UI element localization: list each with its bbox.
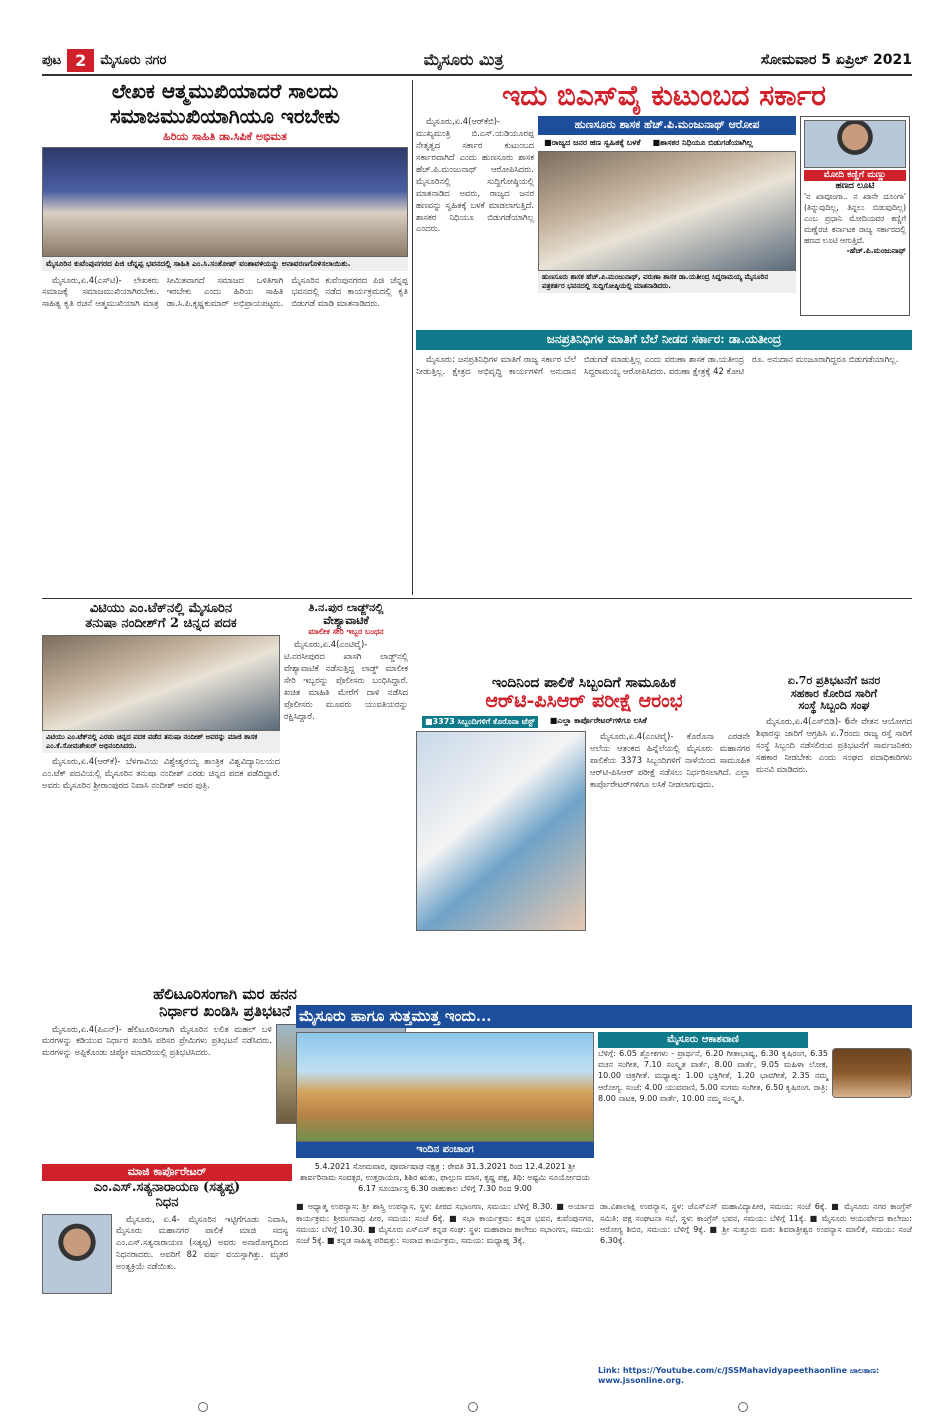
story2-body (416, 116, 534, 316)
story6-strip2: ■ಎಲ್ಲಾ ಕಾರ್ಪೊರೇಟರ್‌ಗಳಿಗೂ ಲಸಿಕೆ (549, 715, 647, 725)
story9-headline-line2: ನಿಧನ (155, 1194, 179, 1210)
story9-headline-line1: ಎಂ.ಎಸ್.ಸತ್ಯನಾರಾಯಣ (ಸತ್ಯಪ್ಪ) (93, 1179, 241, 1195)
story6-body-text: ಮೈಸೂರು,ಏ.4(ಎಂಟಿವೈ)- ಕೊರೊನಾ ಎರಡನೇ ಅಲೆಯ ಆತಂಕದ ಹಿನ್ನೆಲೆಯಲ್ಲಿ ಮೈಸೂರು ಮಹಾನಗರ ಪಾಲಿಕೆಯ 3373 ಸಿಬ್ಬಂದಿಗಳಿಗೆ ನಾಳೆಯಿಂದ ಸಾಮೂಹಿಕ ಆರ್‌ಟಿ-ಪಿಸಿಆರ್ ಪರೀಕ್ಷೆ ನಡೆಸಲು ನಿರ್ಧರಿಸಲಾಗಿದೆ. ಎಲ್ಲಾ ಕಾರ್ಪೊರೇಟರ್‌ಗಳಿಗೂ ಲಸಿಕೆ ನೀಡಲಾಗುವುದು. (590, 730, 750, 789)
story1-headline-line2: ಸಮಾಜಮುಖಿಯಾಗಿಯೂ ಇರಬೇಕು (109, 104, 340, 128)
story9-body-text: ಮೈಸೂರು, ಏ.4- ಮೈಸೂರಿನ ಇಟ್ಟಿಗೆಗೂಡು ನಿವಾಸಿ, ಮೈಸೂರು ಮಹಾನಗರ ಪಾಲಿಕೆ ಮಾಜಿ ಸದಸ್ಯ ಎಂ.ಎಸ್.ಸತ್ಯನಾರಾಯಣ (ಸತ್ಯಪ್ಪ) ಅವರು ಅನಾರೋಗ್ಯದಿಂದ ನಿಧನರಾದರು. ಅವರಿಗೆ 82 ವರ್ಷ ವಯಸ್ಸಾಗಿತ್ತು. ಮೃತರ ಅಂತ್ಯಕ್ರಿಯೆ ನಡೆಯಿತು. (116, 1213, 288, 1272)
story-lodge (284, 602, 408, 982)
story1-caption: ಮೈಸೂರಿನ ಕುವೆಂಪುನಗರದ ಪಿಜಿ ಚೆನ್ನಪ್ಪ ಭವನದಲ್ಲಿ ಸಾಹಿತಿ ಎಂ.ಸಿ.ಸಂತೋಷ್ ವಂಶಾವಳಿಯನ್ನು ಅನಾವರಣಗೊಳಿಸಲಾಯಿತು. (42, 257, 408, 271)
story9-label: ಮಾಜಿ ಕಾರ್ಪೊರೇಟರ್ (42, 1164, 292, 1181)
panchanga-body: 5.4.2021 ಸೋಮವಾರ, ಪೂರ್ವಾಷಾಢ ನಕ್ಷತ್ರ : ರೇವತಿ 31.3.2021 ರಿಂದ 12.4.2021 ಶ್ರೀ ಶಾರ್ವರಿನಾಮ ಸಂವತ್ಸರ, ಉತ್ತರಾಯಣ, ಶಿಶಿರ ಋತು, ಫಾಲ್ಗುಣ ಮಾಸ, ಕೃಷ್ಣ ಪಕ್ಷ, ತಿಥಿ: ಅಷ್ಟಮಿ ಸೂರ್ಯೋದಯ 6.17 ಸೂರ್ಯಾಸ್ತ 6.30 ರಾಹುಕಾಲ ಬೆಳಿಗ್ಗೆ 7.30 ರಿಂದ 9.00 (300, 1161, 590, 1194)
book-release-photo (42, 147, 408, 257)
story1-kicker: ಹಿರಿಯ ಸಾಹಿತಿ ಡಾ.ಸಿಪಿಕೆ ಅಭಿಮತ (163, 130, 287, 143)
story2-strip (538, 135, 796, 151)
date-line: ಸೋಮವಾರ 5 ಏಪ್ರಿಲ್ 2021 (760, 52, 912, 68)
events-banner: ಮೈಸೂರು ಹಾಗೂ ಸುತ್ತಮುತ್ತ ಇಂದು... (296, 1005, 912, 1028)
story3-body-text: ಮೈಸೂರು: ಜನಪ್ರತಿನಿಧಿಗಳ ಮಾತಿಗೆ ರಾಜ್ಯ ಸರ್ಕಾರ ಬೆಲೆ ನೀಡುತ್ತಿಲ್ಲ. ಕ್ಷೇತ್ರದ ಅಭಿವೃದ್ಧಿ ಕಾರ್ಯಗಳಿಗೆ ಅನುದಾನ ಬಿಡುಗಡೆ ಮಾಡುತ್ತಿಲ್ಲ ಎಂದು ವರುಣಾ ಶಾಸಕ ಡಾ.ಯತೀಂದ್ರ ಸಿದ್ದರಾಮಯ್ಯ ಆರೋಪಿಸಿದರು. ವರುಣಾ ಕ್ಷೇತ್ರಕ್ಕೆ 42 ಕೋಟಿ ರೂ. ಅನುದಾನ ಮಂಜೂರಾಗಿದ್ದರೂ ಬಿಡುಗಡೆಯಾಗಿಲ್ಲ. (416, 353, 899, 376)
youtube-link[interactable]: Link: https://Youtube.com/c/JSSMahavidyapeethaonline ಜಾಲತಾಣ: www.jssonline.org. (598, 1366, 880, 1385)
registration-mark (198, 1402, 208, 1412)
story1-headline-line1: ಲೇಖಕ ಆತ್ಮಮುಖಿಯಾದರೆ ಸಾಲದು (111, 80, 339, 103)
story8-headline-line1: ಹೆಲಿಟೂರಿಸಂಗಾಗಿ ಮರ ಹನನ (153, 986, 297, 1003)
story7-headline-line3: ಸಂಸ್ಥೆ ಸಿಬ್ಬಂದಿ ಸಂಘ (798, 699, 870, 713)
story2-strip1: ■ರಾಜ್ಯದ ಜನರ ಹಣ ಸ್ವಹಿತಕ್ಕೆ ಬಳಕೆ (544, 137, 641, 147)
story8-headline-line2: ನಿರ್ಧಾರ ಖಂಡಿಸಿ ಪ್ರತಿಭಟನೆ (159, 1002, 291, 1021)
story5-body (284, 639, 408, 722)
modi-photo (804, 120, 906, 168)
story5-headline-line1: ತಿ.ನ.ಪುರ ಲಾಡ್ಜ್‌ನಲ್ಲಿ (308, 602, 384, 614)
felicitation-photo (42, 635, 280, 731)
story7-headline-line1: ಏ.7ರ ಪ್ರತಿಭಟನೆಗೆ ಜನರ (787, 675, 881, 687)
story4-headline-line1: ವಿಟಿಯು ಎಂ.ಟೆಕ್‌ನಲ್ಲಿ ಮೈಸೂರಿನ (89, 602, 233, 616)
story8-body-text: ಮೈಸೂರು,ಏ.4(ಪಿಎನ್)- ಹೆಲಿಟೂರಿಸಂಗಾಗಿ ಮೈಸೂರಿನ ಲಲಿತ ಮಹಲ್ ಬಳಿ ಮರಗಳನ್ನು ಕಡಿಯುವ ನಿರ್ಧಾರ ಖಂಡಿಸಿ ಪರಿಸರ ಪ್ರೇಮಿಗಳು ಪ್ರತಿಭಟನೆ ನಡೆಸಿದರು. ಮರಗಳನ್ನು ಅಪ್ಪಿಕೊಂಡು ಚಿಪ್ಕೋ ಮಾದರಿಯಲ್ಲಿ ಪ್ರತಿಭಟಿಸಿದರು. (42, 1023, 272, 1058)
story4-headline-line2: ತನುಷಾ ನಂದೀಶ್‌ಗೆ 2 ಚಿನ್ನದ ಪದಕ (85, 615, 237, 631)
story4-caption: ವಿಟಿಯು ಎಂ.ಟೆಕ್‌ನಲ್ಲಿ ಎರಡು ಚಿನ್ನದ ಪದಕ ಪಡೆದ ತನುಷಾ ನಂದೀಶ್ ಅವರನ್ನು ಮಾಜಿ ಶಾಸಕ ಎಂ.ಕೆ.ಸೋಮಶೇಖರ್ ಅಭಿನಂದಿಸಿದರು. (42, 731, 280, 753)
story6-strip1: ■3373 ಸಿಬ್ಬಂದಿಗಳಿಗೆ ಕೊರೊನಾ ಟೆಸ್ಟ್ (422, 716, 538, 728)
page-number: 2 (67, 49, 94, 72)
panchanga-title: ಇಂದಿನ ಪಂಚಾಂಗ (296, 1142, 594, 1158)
story2-strip2: ■ಶಾಸಕರ ನಿಧಿಯೂ ಬಿಡುಗಡೆಯಾಗಿಲ್ಲ (652, 137, 753, 147)
story4-body (42, 756, 280, 792)
page-label: ಪುಟ (42, 52, 62, 68)
story9-body (116, 1214, 288, 1294)
story6-body (590, 731, 750, 956)
story2-caption: ಹುಣಸೂರು ಶಾಸಕ ಹೆಚ್.ಪಿ.ಮಂಜುನಾಥ್, ವರುಣಾ ಶಾಸಕ ಡಾ.ಯತೀಂದ್ರ ಸಿದ್ದರಾಮಯ್ಯ ಮೈಸೂರಿನ ಪತ್ರಕರ್ತರ ಭವನದಲ್ಲಿ ಸುದ್ದಿಗೋಷ್ಠಿಯಲ್ಲಿ ಮಾತನಾಡಿದರು. (538, 271, 796, 293)
radio-body: ಬೆಳಿಗ್ಗೆ: 6.05 ಶ್ಲೋಕಗಳು - ಪ್ರಾರ್ಥನೆ, 6.20 ಗೀತಾಭಾಷ್ಯ, 6.30 ಕೃಷಿರಂಗ, 6.35 ವಚನ ಸಂಗೀತ, 7.10 ಸಂಸ್ಕೃತ ವಾರ್ತೆ, 8.00 ವಾರ್ತೆ, 9.05 ಮಹಿಳಾ ಲೋಕ, 10.00 ಚಿತ್ರಗೀತೆ. ಮಧ್ಯಾಹ್ನ: 1.00 ಭಕ್ತಿಗೀತೆ, 1.20 ಭಾವಗೀತೆ, 2.35 ನಮ್ಮ ಆರೋಗ್ಯ. ಸಂಜೆ: 4.00 ಯುವವಾಣಿ, 5.00 ಸುಗಮ ಸಂಗೀತ, 6.50 ಕೃಷಿರಂಗ. ರಾತ್ರಿ: 8.00 ನಾಟಕ, 9.00 ವಾರ್ತೆ, 10.00 ನಮ್ಮ ಸಂಸ್ಕೃತಿ. (598, 1048, 828, 1104)
paper-name: ಮೈಸೂರು ಮಿತ್ರ (423, 50, 504, 69)
horizontal-divider (42, 598, 912, 599)
swab-test-photo (416, 731, 586, 931)
story-writer-article (42, 80, 408, 600)
sidebox-sign: -ಹೆಚ್.ಪಿ.ಮಂಜುನಾಥ್ (846, 246, 906, 256)
story7-headline-line2: ಸಹಕಾರ ಕೋರಿದ ಸಾರಿಗೆ (790, 686, 878, 700)
radio-icon (832, 1048, 912, 1098)
registration-mark (468, 1402, 478, 1412)
story7-body (756, 716, 912, 776)
press-meet-photo (538, 151, 796, 271)
modi-sidebox (800, 116, 910, 316)
sidebox-title: ಮೋದಿ ಕಣ್ಣಿಗೆ ಮಣ್ಣು (804, 170, 906, 180)
page-badge (42, 49, 166, 72)
story6-headline-line2: ಆರ್‌ಟಿ-ಪಿಸಿಆರ್ ಪರೀಕ್ಷೆ ಆರಂಭ (485, 690, 683, 713)
obituary-portrait (42, 1214, 112, 1294)
mysore-palace-photo (296, 1032, 594, 1142)
story2-headline: ಇದು ಬಿಎಸ್‌ವೈ ಕುಟುಂಬದ ಸರ್ಕಾರ (502, 80, 826, 112)
story-vtu-gold (42, 602, 280, 982)
story3-headline: ಜನಪ್ರತಿನಿಧಿಗಳ ಮಾತಿಗೆ ಬೆಲೆ ನೀಡದ ಸರ್ಕಾರ: ಡಾ.ಯತೀಂದ್ರ (416, 330, 912, 350)
story3-body (416, 354, 912, 589)
story7-body-text: ಮೈಸೂರು,ಏ.4(ಎಸ್‌ಬಿಡಿ)- 6ನೇ ವೇತನ ಆಯೋಗದ ಶಿಫಾರಸ್ಸು ಜಾರಿಗೆ ಆಗ್ರಹಿಸಿ ಏ.7ರಂದು ರಾಜ್ಯ ರಸ್ತೆ ಸಾರಿಗೆ ಸಂಸ್ಥೆ ಸಿಬ್ಬಂದಿ ನಡೆಸಲಿರುವ ಪ್ರತಿಭಟನೆಗೆ ಸಾರ್ವಜನಿಕರು ಸಹಕಾರ ನೀಡಬೇಕು ಎಂದು ಸಂಘದ ಪದಾಧಿಕಾರಿಗಳು ಮನವಿ ಮಾಡಿದರು. (756, 715, 912, 774)
column-divider (412, 80, 413, 595)
story4-body-text: ಮೈಸೂರು,ಏ.4(ಆರ್‌ಕೆ)- ಬೆಳಗಾವಿಯ ವಿಶ್ವೇಶ್ವರಯ್ಯ ತಾಂತ್ರಿಕ ವಿಶ್ವವಿದ್ಯಾನಿಲಯದ ಎಂ.ಟೆಕ್ ಪದವಿಯಲ್ಲಿ ಮೈಸೂರಿನ ತನುಷಾ ನಂದೀಶ್ ಎರಡು ಚಿನ್ನದ ಪದಕ ಪಡೆದಿದ್ದಾರೆ. ಅವರು ಮೈಸೂರಿನ ಶ್ರೀರಾಂಪುರದ ನಿವಾಸಿ ನಂದೀಶ್ ಅವರ ಪುತ್ರಿ. (42, 756, 280, 790)
masthead (42, 46, 912, 76)
story2-subhead: ಹುಣಸೂರು ಶಾಸಕ ಹೆಚ್.ಪಿ.ಮಂಜುನಾಥ್ ಆರೋಪ (538, 116, 796, 135)
story-yathindra (416, 330, 912, 595)
radio-title: ಮೈಸೂರು ಆಕಾಶವಾಣಿ (598, 1032, 808, 1048)
story-rtpcr (416, 675, 752, 975)
story5-headline-line2: ವೇಶ್ಯಾವಾಟಿಕೆ (323, 613, 369, 627)
section-name: ಮೈಸೂರು ನಗರ (100, 52, 167, 68)
sidebox-title2: ಹಣದ ಲೂಟಿ (835, 180, 875, 191)
sidebox-body: 'ನ ಖಾವೂಂಗಾ.. ನ ಖಾನೇ ದೂಂಗಾ' (ತಿನ್ನುವುದಿಲ್ಲ, ತಿನ್ನಲು ಬಿಡುವುದಿಲ್ಲ) ಎಂಬ ಪ್ರಧಾನಿ ಮೋದಿಯವರ ಕಣ್ಣಿಗೆ ಮಣ್ಣೆರಚಿ ಕರ್ನಾಟಕ ರಾಜ್ಯ ಸರ್ಕಾರದಲ್ಲಿ ಹಣದ ಲೂಟಿ ಆಗುತ್ತಿದೆ. (804, 191, 906, 246)
story1-body-text: ಮೈಸೂರು,ಏ.4(ಎಸ್‌ಟಿ)- ಲೇಖಕರು ಸಮಾಜಕ್ಕೆ ಸಮಾಜಮುಖಿಯಾಗಿರಬೇಕು. ಸಾಹಿತ್ಯ ಕೃತಿ ರಚನೆ ಆತ್ಮಮುಖಿಯಾಗಿ ಮಾತ್ರ ಸೀಮಿತವಾಗದೆ ಸಮಾಜದ ಒಳಿತಿಗಾಗಿ ಇರಬೇಕು ಎಂದು ಹಿರಿಯ ಸಾಹಿತಿ ಡಾ.ಸಿ.ಪಿ.ಕೃಷ್ಣಕುಮಾರ್ ಅಭಿಪ್ರಾಯಪಟ್ಟರು. ಮೈಸೂರಿನ ಕುವೆಂಪುನಗರದ ಪಿಜಿ ಚೆನ್ನಪ್ಪ ಭವನದಲ್ಲಿ ನಡೆದ ಕಾರ್ಯಕ್ರಮದಲ್ಲಿ ಕೃತಿ ಬಿಡುಗಡೆ ಮಾಡಿ ಮಾತನಾಡಿದರು. (42, 274, 408, 309)
story5-body-text: ಮೈಸೂರು,ಏ.4(ಎಂಟಿವೈ)- ಟಿ.ನರಸೀಪುರದ ಖಾಸಗಿ ಲಾಡ್ಜ್‌ನಲ್ಲಿ ವೇಶ್ಯಾವಾಟಿಕೆ ನಡೆಸುತ್ತಿದ್ದ ಲಾಡ್ಜ್ ಮಾಲೀಕ ಸೇರಿ ಇಬ್ಬರನ್ನು ಪೊಲೀಸರು ಬಂಧಿಸಿದ್ದಾರೆ. ಖಚಿತ ಮಾಹಿತಿ ಮೇರೆಗೆ ದಾಳಿ ನಡೆಸಿದ ಪೊಲೀಸರು ಮೂವರು ಯುವತಿಯರನ್ನು ರಕ್ಷಿಸಿದ್ದಾರೆ. (284, 639, 408, 721)
story-transport (756, 675, 912, 975)
story-bsy-government (416, 80, 912, 325)
story1-body (42, 275, 408, 601)
events-section (296, 1005, 912, 1385)
events-list-left: ■ ಆಧ್ಯಾತ್ಮ ಉಪನ್ಯಾಸ: ಶ್ರೀ ಶಾಸ್ತ್ರಿ ಉಪನ್ಯಾಸ, ಸ್ಥಳ: ಪೀಠದ ಸಭಾಂಗಣ, ಸಮಯ: ಬೆಳಿಗ್ಗೆ 8.30. ■ ಅರ್ಯಾದ ಕಾರ್ಯಕ್ರಮ: ಶ್ರೀರಂಗನಾಥ ಪೀಠ, ಸಮಯ: ಸಂಜೆ 6ಕ್ಕೆ. ■ ಸಭಾ ಕಾರ್ಯಕ್ರಮ: ಕನ್ನಡ ಭವನ, ಕುವೆಂಪುನಗರ, ಸಮಯ: ಬೆಳಿಗ್ಗೆ 10.30. ■ ಮೈಸೂರು ಎಸ್‌ಎಸ್ ಕನ್ನಡ ಸಂಘ: ಸ್ಥಳ: ಮಹಾರಾಜ ಕಾಲೇಜು ಸಭಾಂಗಣ, ಸಮಯ: ಸಂಜೆ 5ಕ್ಕೆ. ■ ಕನ್ನಡ ಸಾಹಿತ್ಯ ಪರಿಷತ್ತು: ಸಂವಾದ ಕಾರ್ಯಕ್ರಮ, ಸಮಯ: ಮಧ್ಯಾಹ್ನ 3ಕ್ಕೆ. (296, 1202, 594, 1246)
registration-mark (738, 1402, 748, 1412)
story-obituary (42, 1164, 292, 1384)
story5-kicker: ಮಾಲೀಕ ಸೇರಿ ಇಬ್ಬರ ಬಂಧನ (308, 626, 384, 637)
events-list-right: ಡಾ.ವಿಶಾಲಾಕ್ಷಿ ಉಪನ್ಯಾಸ, ಸ್ಥಳ: ಜೆಎಸ್‌ಎಸ್ ಮಹಾವಿದ್ಯಾಪೀಠ, ಸಮಯ: ಸಂಜೆ 6ಕ್ಕೆ. ■ ಮೈಸೂರು ನಗರ ಕಾಂಗ್ರೆಸ್ ಸಮಿತಿ: ಪಕ್ಷ ಸಂಘಟನಾ ಸಭೆ, ಸ್ಥಳ: ಕಾಂಗ್ರೆಸ್ ಭವನ, ಸಮಯ: ಬೆಳಿಗ್ಗೆ 11ಕ್ಕೆ. ■ ಮೈಸೂರು ಆಯುರ್ವೇದ ಕಾಲೇಜು: ಆರೋಗ್ಯ ಶಿಬಿರ, ಸಮಯ: ಬೆಳಿಗ್ಗೆ 9ಕ್ಕೆ. ■ ಶ್ರೀ ಸುತ್ತೂರು ಮಠ: ಶಿವರಾತ್ರೀಶ್ವರ ಉಪನ್ಯಾಸ ಮಾಲಿಕೆ, ಸಮಯ: ಸಂಜೆ 6.30ಕ್ಕೆ. (600, 1202, 912, 1246)
story2-body-text: ಮೈಸೂರು,ಏ.4(ಆರ್‌ಕೆಬಿ)- ಮುಖ್ಯಮಂತ್ರಿ ಬಿ.ಎಸ್.ಯಡಿಯೂರಪ್ಪ ನೇತೃತ್ವದ ಸರ್ಕಾರ ಕುಟುಂಬದ ಸರ್ಕಾರವಾಗಿದೆ ಎಂದು ಹುಣಸೂರು ಶಾಸಕ ಹೆಚ್.ಪಿ.ಮಂಜುನಾಥ್ ಆರೋಪಿಸಿದರು. ಮೈಸೂರಿನಲ್ಲಿ ಸುದ್ದಿಗೋಷ್ಠಿಯಲ್ಲಿ ಮಾತನಾಡಿದ ಅವರು, ರಾಜ್ಯದ ಜನರ ಹಣವನ್ನು ಸ್ವಹಿತಕ್ಕೆ ಬಳಕೆ ಮಾಡಲಾಗುತ್ತಿದೆ. ಶಾಸಕರ ನಿಧಿಯೂ ಬಿಡುಗಡೆಯಾಗಿಲ್ಲ ಎಂದರು. (416, 116, 534, 234)
registration-marks (0, 1402, 945, 1412)
story8-body (42, 1024, 272, 1124)
story6-strip (416, 713, 752, 731)
story6-headline-line1: ಇಂದಿನಿಂದ ಪಾಲಿಕೆ ಸಿಬ್ಬಂದಿಗೆ ಸಾಮೂಹಿಕ (491, 675, 677, 691)
